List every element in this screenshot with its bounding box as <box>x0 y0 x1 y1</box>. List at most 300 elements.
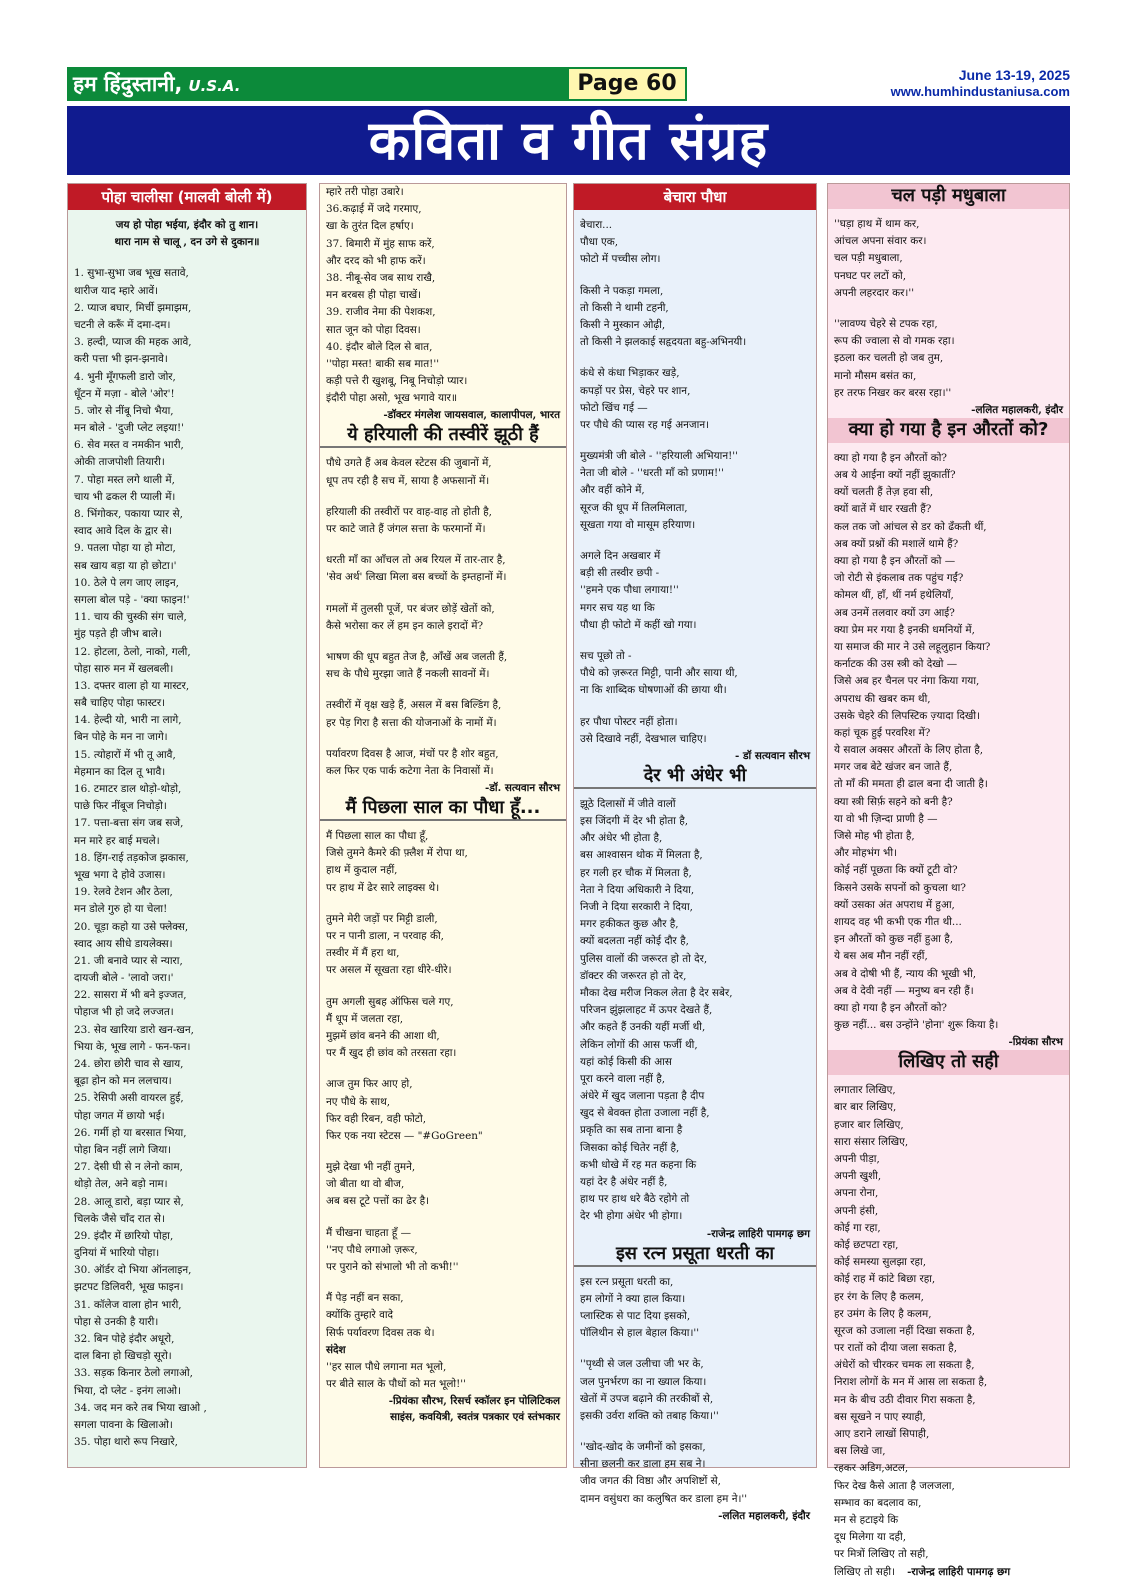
poem-line: हर गली हर चौक में मिलता है, <box>580 866 692 879</box>
poem-line: आंचल अपना संवार कर। <box>834 235 927 248</box>
poem-line: कोई नहीं पूछता कि क्यों टूटी वो? <box>834 864 958 877</box>
poem-line: डॉक्टर की जरूरत हो तो देर, <box>580 969 687 982</box>
poem-line: दूध मिलेगा या दही, <box>834 1531 907 1544</box>
poem-line: 29. इंदौर में छारियो पोहा, <box>74 1229 174 1242</box>
poem-line: शायद वह भी कभी एक गीत थी... <box>834 915 962 928</box>
poem-line: 3. हल्दी, प्याज की महक आवे, <box>74 336 192 349</box>
poem-line: 8. भिंगोकर, पकाया प्यार से, <box>74 508 183 520</box>
poem-line: कल तक जो आंचल से डर को ढँकती थीं, <box>834 520 987 533</box>
poem-line: 13. दफ्तर वाला हो या मास्टर, <box>74 679 190 692</box>
poem-line: परिजन झुंझलाहट में ऊपर देखते हैं, <box>580 1004 713 1017</box>
poem-line: हम लोगों ने क्या हाल किया। <box>580 1292 686 1305</box>
poem-line: किसने उसके सपनों को कुचला था? <box>834 881 966 894</box>
poem-line: कभी धोखे में रह मत कहना कि <box>580 1158 697 1171</box>
poem-line: जिसे मोह भी होता है, <box>834 830 915 842</box>
stanza-gap <box>574 1425 816 1439</box>
poem-line: अंधेरे में खुद जलाना पड़ता है दीप <box>580 1090 705 1103</box>
poem-line: सूरज की धूप में तिलमिलाता, <box>580 501 688 514</box>
poem-line: फिर वही रिबन, वही फोटो, <box>326 1112 427 1125</box>
poem-line: मन के बीच उठी दीवार गिरा सकता है, <box>834 1393 976 1406</box>
poem-line: दुनियां में भारियो पोहा। <box>74 1247 160 1260</box>
poem-line: हाथ में कुदाल नहीं, <box>326 864 398 877</box>
poem-line: ''पृथ्वी से जल उलीचा जी भर के, <box>580 1358 704 1371</box>
poem-line: 27. देसी घी से न लेनो काम, <box>74 1161 183 1174</box>
stanza-gap <box>320 1276 566 1290</box>
poem-line: 19. रेलवे टेशन और ठेला, <box>74 886 173 899</box>
poem-line: मन से हटाइये कि <box>834 1513 899 1526</box>
poem-line: ''पोहा मस्त! बाकी सब मात!'' <box>326 357 440 370</box>
poem-line: सूखता गया वो मासूम हरियाण। <box>580 518 696 531</box>
poem-line: सात जून को पोहा दिवस। <box>326 323 421 336</box>
poem-line: फिर देख कैसे आता है जलजला, <box>834 1479 955 1492</box>
poem-line: अंधेरों को चीरकर चमक ला सकता है, <box>834 1359 975 1372</box>
poem-line: 40. इंदौर बोले दिल से बात, <box>326 340 433 353</box>
poem-line: मुझमें छांव बनने की आशा थी, <box>326 1029 440 1042</box>
poem-line: 35. पोहा थारो रूप निखारे, <box>74 1436 178 1449</box>
poem-line: किसी ने मुस्कान ओढ़ी, <box>580 318 666 331</box>
poem-line: ''हमने एक पौधा लगाया!'' <box>580 584 679 597</box>
poem-line: अपनी लहरदार कर।'' <box>834 286 915 299</box>
poem-line: 18. हिंग-राई तड़कोज झकास, <box>74 851 189 864</box>
brand-suffix: U.S.A. <box>188 77 241 95</box>
poem-line: सिर्फ पर्यावरण दिवस तक थे। <box>326 1326 435 1339</box>
poem-line: थोड़ो तेल, अने बड़ो नाम। <box>74 1178 168 1191</box>
poem-line: सगला बोल पड़े - 'क्या फाइन!' <box>74 593 190 606</box>
poem-line: कोमल थीं, हाँ, थीं नर्म हथेलियाँ, <box>834 589 954 602</box>
poem-line: मुझे देखा भी नहीं तुमने, <box>326 1161 416 1174</box>
poem-line: सच के पौधे मुरझा जाते हैं नकली सावनों में। <box>326 668 490 681</box>
poem-line: आज तुम फिर आए हो, <box>326 1078 413 1091</box>
stanza-gap <box>320 1145 566 1159</box>
poem-line: 14. हेल्दी यो, भारी ना लागे, <box>74 714 182 727</box>
brand-name: हम हिंदुस्तानी, <box>73 72 183 96</box>
poem-line: मुख्यमंत्री जी बोले - ''हरियाली अभियान!'' <box>580 450 738 463</box>
poem-heading: इस रत्न प्रसूता धरती का <box>574 1242 816 1267</box>
poem-line: पनघट पर लटों को, <box>834 269 907 282</box>
poem-line: और अंधेर भी होता है, <box>580 832 663 845</box>
poem-heading: देर भी अंधेर भी <box>574 764 816 789</box>
poem-line: अब वे देवी नहीं — मनुष्य बन रही हैं। <box>834 984 974 997</box>
poem-line: चटनी ले करूँ में दमा-दम। <box>74 318 171 331</box>
poem-line: अपनी खुशी, <box>834 1170 882 1183</box>
poem-line: 9. पतला पोहा या हो मोटा, <box>74 542 176 555</box>
poem-line: बूढ़ा होन को मन ललचाय। <box>74 1075 172 1088</box>
poem-line: तुम अगली सुबह ऑफिस चले गए, <box>326 995 454 1008</box>
poem-line: अपराध की खबर कम थी, <box>834 692 931 705</box>
poem-line: कड़ी पत्ते री खुशबू, निबू निचोड़ो प्यार। <box>326 375 468 388</box>
spacer <box>320 821 566 828</box>
issue-date: June 13-19, 2025 <box>958 67 1070 83</box>
poem-line: हाथ पर हाथ धरे बैठे रहोगे तो <box>580 1193 690 1206</box>
section-title: कविता व गीत संग्रह <box>67 106 1070 175</box>
poem-line: 33. सड़क किनार ठेलो लगाओ, <box>74 1367 193 1380</box>
poem-line: यहां कोई किसी की आस <box>580 1055 672 1068</box>
poem-line: रूप की ज्वाला से वो गमक रहा। <box>834 335 955 348</box>
stanza-gap <box>574 1342 816 1356</box>
poem-line: मानो मौसम बसंत का, <box>834 369 917 382</box>
poem-line: दायजी बोले - 'लावो जरा।' <box>74 972 174 985</box>
poem-line: देर भी होगा अंधेर भी होगा। <box>580 1210 683 1223</box>
poem-line: स्वाद आवे दिल के द्वार से। <box>74 525 173 538</box>
brand-banner <box>67 67 567 101</box>
poem-line: लेकिन लोगों की आस फर्जी थी, <box>580 1038 698 1051</box>
poem-line: 1. सुभा-सुभा जब भूख सतावे, <box>74 267 189 280</box>
poem-line: अब उनमें तलवार क्यों उग आई? <box>834 606 955 619</box>
poem-line: 39. राजीव नेमा की पेशकश, <box>326 306 436 319</box>
poem-line: मौका देख मरीज निकल लेता है देर सबेर, <box>580 986 733 999</box>
poem-line: हरियाली की तस्वीरों पर वाह-वाह तो होती है, <box>326 505 492 518</box>
poem-line: जीव जगत की विष्ठा और अपशिष्टों से, <box>580 1475 721 1488</box>
poem-line: मेहमान का दिल तू भावै। <box>74 765 166 778</box>
poem-line: सीना छलनी कर डाला हम सब ने। <box>580 1458 706 1471</box>
poem-line: पौधा ही फोटो में कहीं खो गया। <box>580 618 697 631</box>
poet-credit: -ललित महालकरी, इंदौर <box>971 403 1063 416</box>
poem-line: 22. सासरा में भी बने इज्जत, <box>74 989 187 1002</box>
poem-line: भिया के, भूख लागे - फन-फन। <box>74 1040 191 1053</box>
poem-line: कोई छटपटा रहा, <box>834 1238 899 1251</box>
poem-line: भूख भगा दे होवे उजास। <box>74 868 166 881</box>
poem-line: 32. बिन पोहे इंदौर अधूरो, <box>74 1333 175 1345</box>
poem-line: 38. नीबू-सेव जब साथ राखै, <box>326 271 436 284</box>
poem-line: और दरद को भी हाफ करें। <box>326 254 426 267</box>
poem-line: जल पुनर्भरण का ना ख्याल किया। <box>580 1375 707 1388</box>
poem-line: सच पूछो तो - <box>580 649 632 662</box>
poem-line: सूरज को उजाला नहीं दिखा सकता है, <box>834 1324 976 1337</box>
poem-line: क्यों बदलता नहीं कोई दौर है, <box>580 935 689 948</box>
poet-credit: -ललित महालकरी, इंदौर <box>718 1509 810 1522</box>
poem-line: मन डोले गुरु हो या चेला! <box>74 903 168 916</box>
poem-line: ''हर साल पौधे लगाना मत भूलो, <box>326 1360 447 1373</box>
poem-line: कंधे से कंधा भिड़ाकर खड़े, <box>580 367 680 380</box>
poem-line: मैं धूप में जलता रहा, <box>326 1012 404 1025</box>
poet-credit: -डॉ. सत्यवान सौरभ <box>485 782 560 795</box>
poem-line: पर रातों को दीया जला सकता है, <box>834 1342 958 1355</box>
poem-line: अब वे दोषी भी हैं, न्याय की भूखी भी, <box>834 967 977 980</box>
poem-line: चल पड़ी मधुबाला, <box>834 252 903 265</box>
poem-line: जो रोटी से इंकलाब तक पहुंच गईं? <box>834 572 964 585</box>
poem-line: पोहा जगत में छायो भई। <box>74 1109 165 1122</box>
spacer <box>68 210 306 217</box>
poem-line: 15. त्योहारों में भी तू आवै, <box>74 748 176 761</box>
poem-line: निजी ने दिया सरकारी ने दिया, <box>580 901 693 913</box>
poem-line: मुंह पड़ते ही जीभ बाले। <box>74 628 162 641</box>
poem-line: 36.कढ़ाई में जदे गरमाए, <box>326 203 422 216</box>
spacer <box>828 209 1069 216</box>
poet-credit: - डॉ सत्यवान सौरभ <box>735 749 810 762</box>
poem-line: इस रत्न प्रसूता धरती का, <box>580 1275 674 1288</box>
stanza-gap <box>320 732 566 746</box>
stanza-gap <box>574 700 816 714</box>
poem-line: बस लिखे जा, <box>834 1445 886 1458</box>
stanza-gap <box>828 302 1069 316</box>
poem-line: कपड़ों पर प्रेस, चेहरे पर शान, <box>580 384 691 397</box>
poem-line: 11. चाय की चुस्की संग चाले, <box>74 611 187 624</box>
poem-line: स्वाद आय सीधे डायलेक्स। <box>74 937 173 950</box>
poem-line: सारा संसार लिखिए, <box>834 1135 909 1148</box>
poem-line: 34. जद मन करे तब भिया खाओ , <box>74 1401 207 1414</box>
stanza-gap <box>320 1211 566 1225</box>
poem-line: अपनी पीड़ा, <box>834 1153 880 1165</box>
poem-line: तस्वीरों में वृक्ष खड़े हैं, असल में बस बिल्डिंग है, <box>326 699 502 712</box>
poem-line: थारीज याद म्हारे आवें। <box>74 284 159 297</box>
poem-line: फोटो में पच्चीस लोग। <box>580 253 661 266</box>
poem-line: पोहा बिन नहीं लागे जिया। <box>74 1143 172 1156</box>
poem-heading: पोहा चालीसा (मालवी बोली में) <box>68 184 306 210</box>
spacer <box>574 789 816 796</box>
poem-line: तुमने मेरी जड़ों पर मिट्टी डाली, <box>326 912 438 925</box>
poem-line: मैं पिछला साल का पौधा हूँ, <box>326 830 429 843</box>
stanza-gap <box>574 351 816 365</box>
poem-line: जिसका कोई चितेर नहीं है, <box>580 1141 680 1154</box>
spacer <box>574 1267 816 1274</box>
poem-line: कैसे भरोसा कर लें हम इन काले इरादों में? <box>326 619 484 632</box>
poem-line: दामन वसुंधरा का कलुषित कर डाला हम ने।'' <box>580 1492 748 1505</box>
poem-line: 17. पत्ता-बत्ता संग जब सजे, <box>74 817 184 830</box>
poem-line: खुद से बेवक्त होता उजाला नहीं है, <box>580 1107 710 1120</box>
poem-line: 24. छोरा छोरी चाव से खाय, <box>74 1058 184 1070</box>
poem-line: पर पौधे की प्यास रह गई अनजान। <box>580 418 710 431</box>
poem-line: हर पेड़ गिरा है सत्ता की योजनाओं के नामों में। <box>326 716 497 729</box>
poem-line: पोहा से उनकी है यारी। <box>74 1315 159 1328</box>
poem-line: रहकर अडिग,अटल, <box>834 1462 909 1475</box>
poem-line: अगले दिन अखबार में <box>580 550 661 562</box>
poem-line: बेचारा... <box>580 219 613 231</box>
poem-line: करी पत्ता भी झन-झनावे। <box>74 353 168 366</box>
poem-line: कहां चूक हुई परवरिश में? <box>834 726 931 739</box>
poet-credit: -डॉक्टर मंगलेश जायसवाल, कालापीपल, भारत <box>383 409 560 422</box>
poem-line: या वो भी ज़िन्दा प्राणी है — <box>834 812 938 825</box>
poem-line: नेता ने दिया अधिकारी ने दिया, <box>580 883 695 896</box>
poem-line: 37. बिमारी में मुंह साफ करें, <box>326 237 435 250</box>
poem-line: पौधा एक, <box>580 236 619 249</box>
poem-line: झटपट डिलिवरी, भूख फाइन। <box>74 1281 184 1294</box>
poem-line: किसी ने पकड़ा गमला, <box>580 284 664 297</box>
website-link[interactable]: www.humhindustaniusa.com <box>890 84 1070 99</box>
poem-heading: बेचारा पौधा <box>574 184 816 210</box>
poem-line: पर पुराने को संभालो भी तो कभी!'' <box>326 1261 459 1273</box>
poem-line: खेतों में उपज बढ़ाने की तरकीबों से, <box>580 1392 714 1405</box>
poem-line: जिसे अब हर चैनल पर नंगा किया गया, <box>834 675 980 688</box>
poem-line: क्या हो गया है इन औरतों को? <box>834 451 947 464</box>
column-2 <box>319 183 567 1468</box>
stanza-gap <box>320 1062 566 1076</box>
stanza-gap <box>574 269 816 283</box>
poem-line: बार बार लिखिए, <box>834 1101 897 1114</box>
stanza-gap <box>68 251 306 265</box>
poem-line: चिलके जैसे चाँद रात से। <box>74 1212 165 1225</box>
poem-line: सम्भाव का बदलाव का, <box>834 1496 922 1509</box>
poem-line: 26. गर्मी हो या बरसात भिया, <box>74 1126 187 1139</box>
poem-line: कर्नाटक की उस स्त्री को देखो — <box>834 658 958 671</box>
poem-line: पोहा सारु मन में खलबली। <box>74 662 174 675</box>
poem-line: गमलों में तुलसी पूजें, पर बंजर छोड़ें खेतों को, <box>326 602 495 615</box>
poem-line: तस्वीर में मैं हरा था, <box>326 947 400 960</box>
poem-line: अब बस टूटे पत्तों का ढेर है। <box>326 1195 430 1208</box>
poem-line: हर रंग के लिए है कलम, <box>834 1290 924 1303</box>
poem-line: क्यों उसका अंत अपराध में हुआ, <box>834 898 955 911</box>
poem-line: क्योंकि तुम्हारे वादे <box>326 1309 394 1322</box>
poem-line: भाषण की धूप बहुत तेज है, आँखें अब जलती हैं, <box>326 650 508 663</box>
poem-last-line-row <box>828 1564 1069 1581</box>
poem-line: जिसे तुमने कैमरे की फ़्लैश में रोपा था, <box>326 847 468 860</box>
poem-line: पूरा करने वाला नहीं है, <box>580 1072 666 1085</box>
poem-line: 4. भुनी मूँगफली डारो जोर, <box>74 370 176 383</box>
stanza-gap <box>574 534 816 548</box>
poem-line: आए डराने लाखों सिपाही, <box>834 1428 930 1440</box>
poem-line: उसके चेहरे की लिपस्टिक ज़्यादा दिखी। <box>834 709 981 722</box>
poem-line: म्हारे तरी पोहा उबारे। <box>326 186 404 198</box>
poem-line: अपनी हंसी, <box>834 1204 879 1217</box>
spacer <box>828 443 1069 450</box>
poem-line: ओकी ताजपोशी तियारी। <box>74 456 165 469</box>
poem-line: कोई गा रहा, <box>834 1221 881 1234</box>
poem-line: 10. ठेले पे लग जाए लाइन, <box>74 576 179 589</box>
poem-line: नेता जी बोले - ''धरती माँ को प्रणाम!'' <box>580 467 724 480</box>
poem-line: पर न पानी डाला, न परवाह की, <box>326 930 444 942</box>
poem-heading: ये हरियाली की तस्वीरें झूठी हैं <box>320 423 566 448</box>
poem-line: कल फिर एक पार्क कटेगा नेता के निवासों में। <box>326 764 494 777</box>
poet-credit: साइंस, कवयित्री, स्वतंत्र पत्रकार एवं स्तंभकार <box>390 1411 560 1424</box>
poem-line: धूप तप रही है सच में, साया है अफसानों में। <box>326 474 490 487</box>
poem-line: पर बीते साल के पौधों को मत भूलो!'' <box>326 1378 466 1391</box>
poem-line: हर उमंग के लिए है कलम, <box>834 1307 932 1320</box>
poem-line: बड़ी सी तस्वीर छपी - <box>580 567 660 580</box>
poem-line: ''नए पौधे लगाओ ज़रूर, <box>326 1243 418 1256</box>
poet-credit: -प्रियंका सौरभ, रिसर्च स्कॉलर इन पोलिटिकल <box>388 1395 560 1408</box>
poem-line: इंदौरी पोहा असो, भूख भगावे यार॥ <box>326 392 458 405</box>
poem-line: सबै चाहिए पोहा फास्टर। <box>74 697 166 710</box>
poem-line: या समाज की मार ने उसे लहूलुहान किया? <box>834 640 991 653</box>
poem-heading: मैं पिछला साल का पौधा हूँ... <box>320 796 566 821</box>
poem-line: 5. जोर से नींबू निचो भैया, <box>74 404 174 417</box>
poem-line: यहां देर है अंधेर नहीं है, <box>580 1176 668 1188</box>
poem-line: सब खाय बड़ा या हो छोटा।' <box>74 559 177 572</box>
poem-line: धूँटन में मज़ा - बोले 'ओर'! <box>74 387 175 400</box>
poem-line: प्लास्टिक से पाट दिया इसको, <box>580 1309 691 1322</box>
poem-last-line: लिखिए तो सही। <box>834 1565 896 1578</box>
poem-line: लगातार लिखिए, <box>834 1084 896 1097</box>
poem-line: झूठे दिलासों में जीते वालों <box>580 797 676 810</box>
stanza-gap <box>574 434 816 448</box>
poem-line: तो किसी ने झलकाई सहृदयता बहु-अभिनयी। <box>580 336 747 349</box>
poem-line: 'सेव अर्थ' लिखा मिला बस बच्चों के इम्तहानों में। <box>326 571 507 584</box>
poem-line: और वहीं कोने में, <box>580 484 645 497</box>
poem-line: हर पौधा पोस्टर नहीं होता। <box>580 715 678 728</box>
poem-line: उसे दिखावे नहीं, देखभाल चाहिए। <box>580 732 707 745</box>
poem-line: क्यों बातें में धार रखती हैं? <box>834 503 932 516</box>
stanza-gap <box>320 897 566 911</box>
poem-line: क्या प्रेम मर गया है इनकी धमनियों में, <box>834 623 975 636</box>
poem-line: 16. टमाटर डाल थोड़ो-थोड़ो, <box>74 783 182 795</box>
poet-credit: -राजेन्द्र लाहिरी पामगढ़ छग <box>907 1565 1011 1578</box>
poem-line: ये बस अब मौन नहीं रहीं, <box>834 950 928 963</box>
stanza-gap <box>320 635 566 649</box>
poem-line: हर तरफ निखर कर बरस रहा।'' <box>834 386 952 399</box>
poem-line: इन औरतों को कुछ नहीं हुआ है, <box>834 933 954 946</box>
stanza-gap <box>320 587 566 601</box>
poem-line: अब क्यों प्रश्नों की मशालें थामे हैं? <box>834 537 959 550</box>
poem-line: तो माँ की ममता ही ढाल बना दी जाती है। <box>834 778 988 791</box>
poem-line: पर हाथ में ढेर सारे लाइक्स थे। <box>326 881 440 894</box>
poem-line: पर काटे जाते हैं जंगल सत्ता के फरमानों में। <box>326 523 486 535</box>
poem-line: ये सवाल अक्सर औरतों के लिए होता है, <box>834 744 984 757</box>
poem-line: मन मारे हर बाई मचले। <box>74 834 160 847</box>
poem-line: भिया, दो प्लेट - इनंग लाओ। <box>74 1384 181 1397</box>
poem-line: मगर हकीकत कुछ और है, <box>580 918 679 931</box>
poem-line: फोटो खिंच गई — <box>580 401 648 414</box>
poem-line: क्या स्त्री सिर्फ़ सहने को बनी है? <box>834 795 953 808</box>
poem-line: पर्यावरण दिवस है आज, मंचों पर है शोर बहुत, <box>326 747 499 760</box>
poem-line: ''लावण्य चेहरे से टपक रहा, <box>834 317 938 330</box>
poem-line: मन बोले - 'दुजी प्लेट लइया!' <box>74 422 185 435</box>
poem-line: तो किसी ने थामी टहनी, <box>580 301 669 314</box>
stanza-gap <box>574 634 816 648</box>
poem-line: क्या हो गया है इन औरतों को? <box>834 1001 947 1014</box>
poem-line: बस सूखने न पाए स्याही, <box>834 1410 926 1423</box>
poem-line: बिन पोहे के मन ना जागे। <box>74 731 168 744</box>
poem-line: मगर सच यह था कि <box>580 601 655 614</box>
poem-line: बस आश्वासन थोक में मिलता है, <box>580 849 703 862</box>
poem-line: नए पौधे के साथ, <box>326 1095 391 1108</box>
stanza-gap <box>320 683 566 697</box>
poem-line: जो बीता था वो बीज, <box>326 1178 405 1191</box>
poem-line: पर असल में सूखता रहा धीरे-धीरे। <box>326 964 452 977</box>
poem-line: और मोहभंग भी। <box>834 847 897 860</box>
poem-line: अपना रोना, <box>834 1187 879 1200</box>
poem-line: पौधे उगते हैं अब केवल स्टेटस की जुबानों में, <box>326 457 492 470</box>
poet-credit: -राजेन्द्र लाहिरी पामगढ़ छग <box>706 1227 810 1240</box>
poem-line: पर मैं खुद ही छांव को तरसता रहा। <box>326 1047 457 1060</box>
poem-line: निराश लोगों के मन में आस ला सकता है, <box>834 1376 988 1389</box>
poem-line: इठला कर चलती हो जब तुम, <box>834 352 944 365</box>
poem-line: ना कि शाब्दिक घोषणाओं की छाया थी। <box>580 684 727 697</box>
poem-line: 23. सेव खारिया डारो खन-खन, <box>74 1023 194 1036</box>
poem-line: इस जिंदगी में देर भी होता है, <box>580 815 689 828</box>
poem-line: पॉलिथीन से हाल बेहाल किया।'' <box>580 1327 700 1340</box>
masthead <box>67 67 1070 101</box>
poem-line: चाय भी ढकल री प्याली में। <box>74 490 176 503</box>
stanza-gap <box>320 538 566 552</box>
poem-heading: क्या हो गया है इन औरतों को? <box>828 418 1069 443</box>
poem-line: अब ये आईना क्यों नहीं झुकातीं? <box>834 469 956 482</box>
poem-line: ''खोद-खोद के जमीनों को इसका, <box>580 1441 706 1454</box>
poem-line: मगर जब बेटे खंजर बन जाते हैं, <box>834 761 953 774</box>
poem-heading: लिखिए तो सही <box>828 1050 1069 1075</box>
poem-line: कोई राह में कांटे बिछा रहा, <box>834 1273 936 1286</box>
poem-line: खा के तुरंत दिल हर्षाए। <box>326 220 414 233</box>
poem-line: मन बरबस ही पोहा चाखें। <box>326 289 422 302</box>
column-1 <box>67 183 307 1468</box>
poem-line: धरती माँ का आँचल तो अब रियल में तार-तार है, <box>326 554 506 567</box>
poem-line: प्रकृति का सब ताना बाना है <box>580 1124 683 1137</box>
poem-line: इसकी उर्वरा शक्ति को तबाह किया।'' <box>580 1409 719 1422</box>
poem-line: 2. प्याज बघार, मिर्ची झमाझम, <box>74 301 192 314</box>
poem-line: 30. ऑर्डर दो भिया ऑनलाइन, <box>74 1264 192 1277</box>
spacer <box>574 210 816 217</box>
poem-line: दाल बिना हो खिचड़ो सूरो। <box>74 1350 172 1363</box>
poem-heading: चल पड़ी मधुबाला <box>828 184 1069 209</box>
poem-line: क्या हो गया है इन औरतों को — <box>834 555 956 567</box>
poem-line: सगला पावना के खिलाओ। <box>74 1418 173 1431</box>
poem-line: 20. चूड़ा कहो या उसे फ्लेक्स, <box>74 920 189 933</box>
column-3 <box>573 183 817 1522</box>
stanza-gap <box>320 980 566 994</box>
poem-line: मैं चीखना चाहता हूँ — <box>326 1226 411 1239</box>
poem-line: 28. आलू डारो, बड़ा प्यार से, <box>74 1195 184 1208</box>
poem-line: थारा नाम से चालू , दन उगे से दुकान॥ <box>114 236 260 249</box>
page-number: Page 60 <box>567 67 687 101</box>
column-4 <box>827 183 1070 1578</box>
